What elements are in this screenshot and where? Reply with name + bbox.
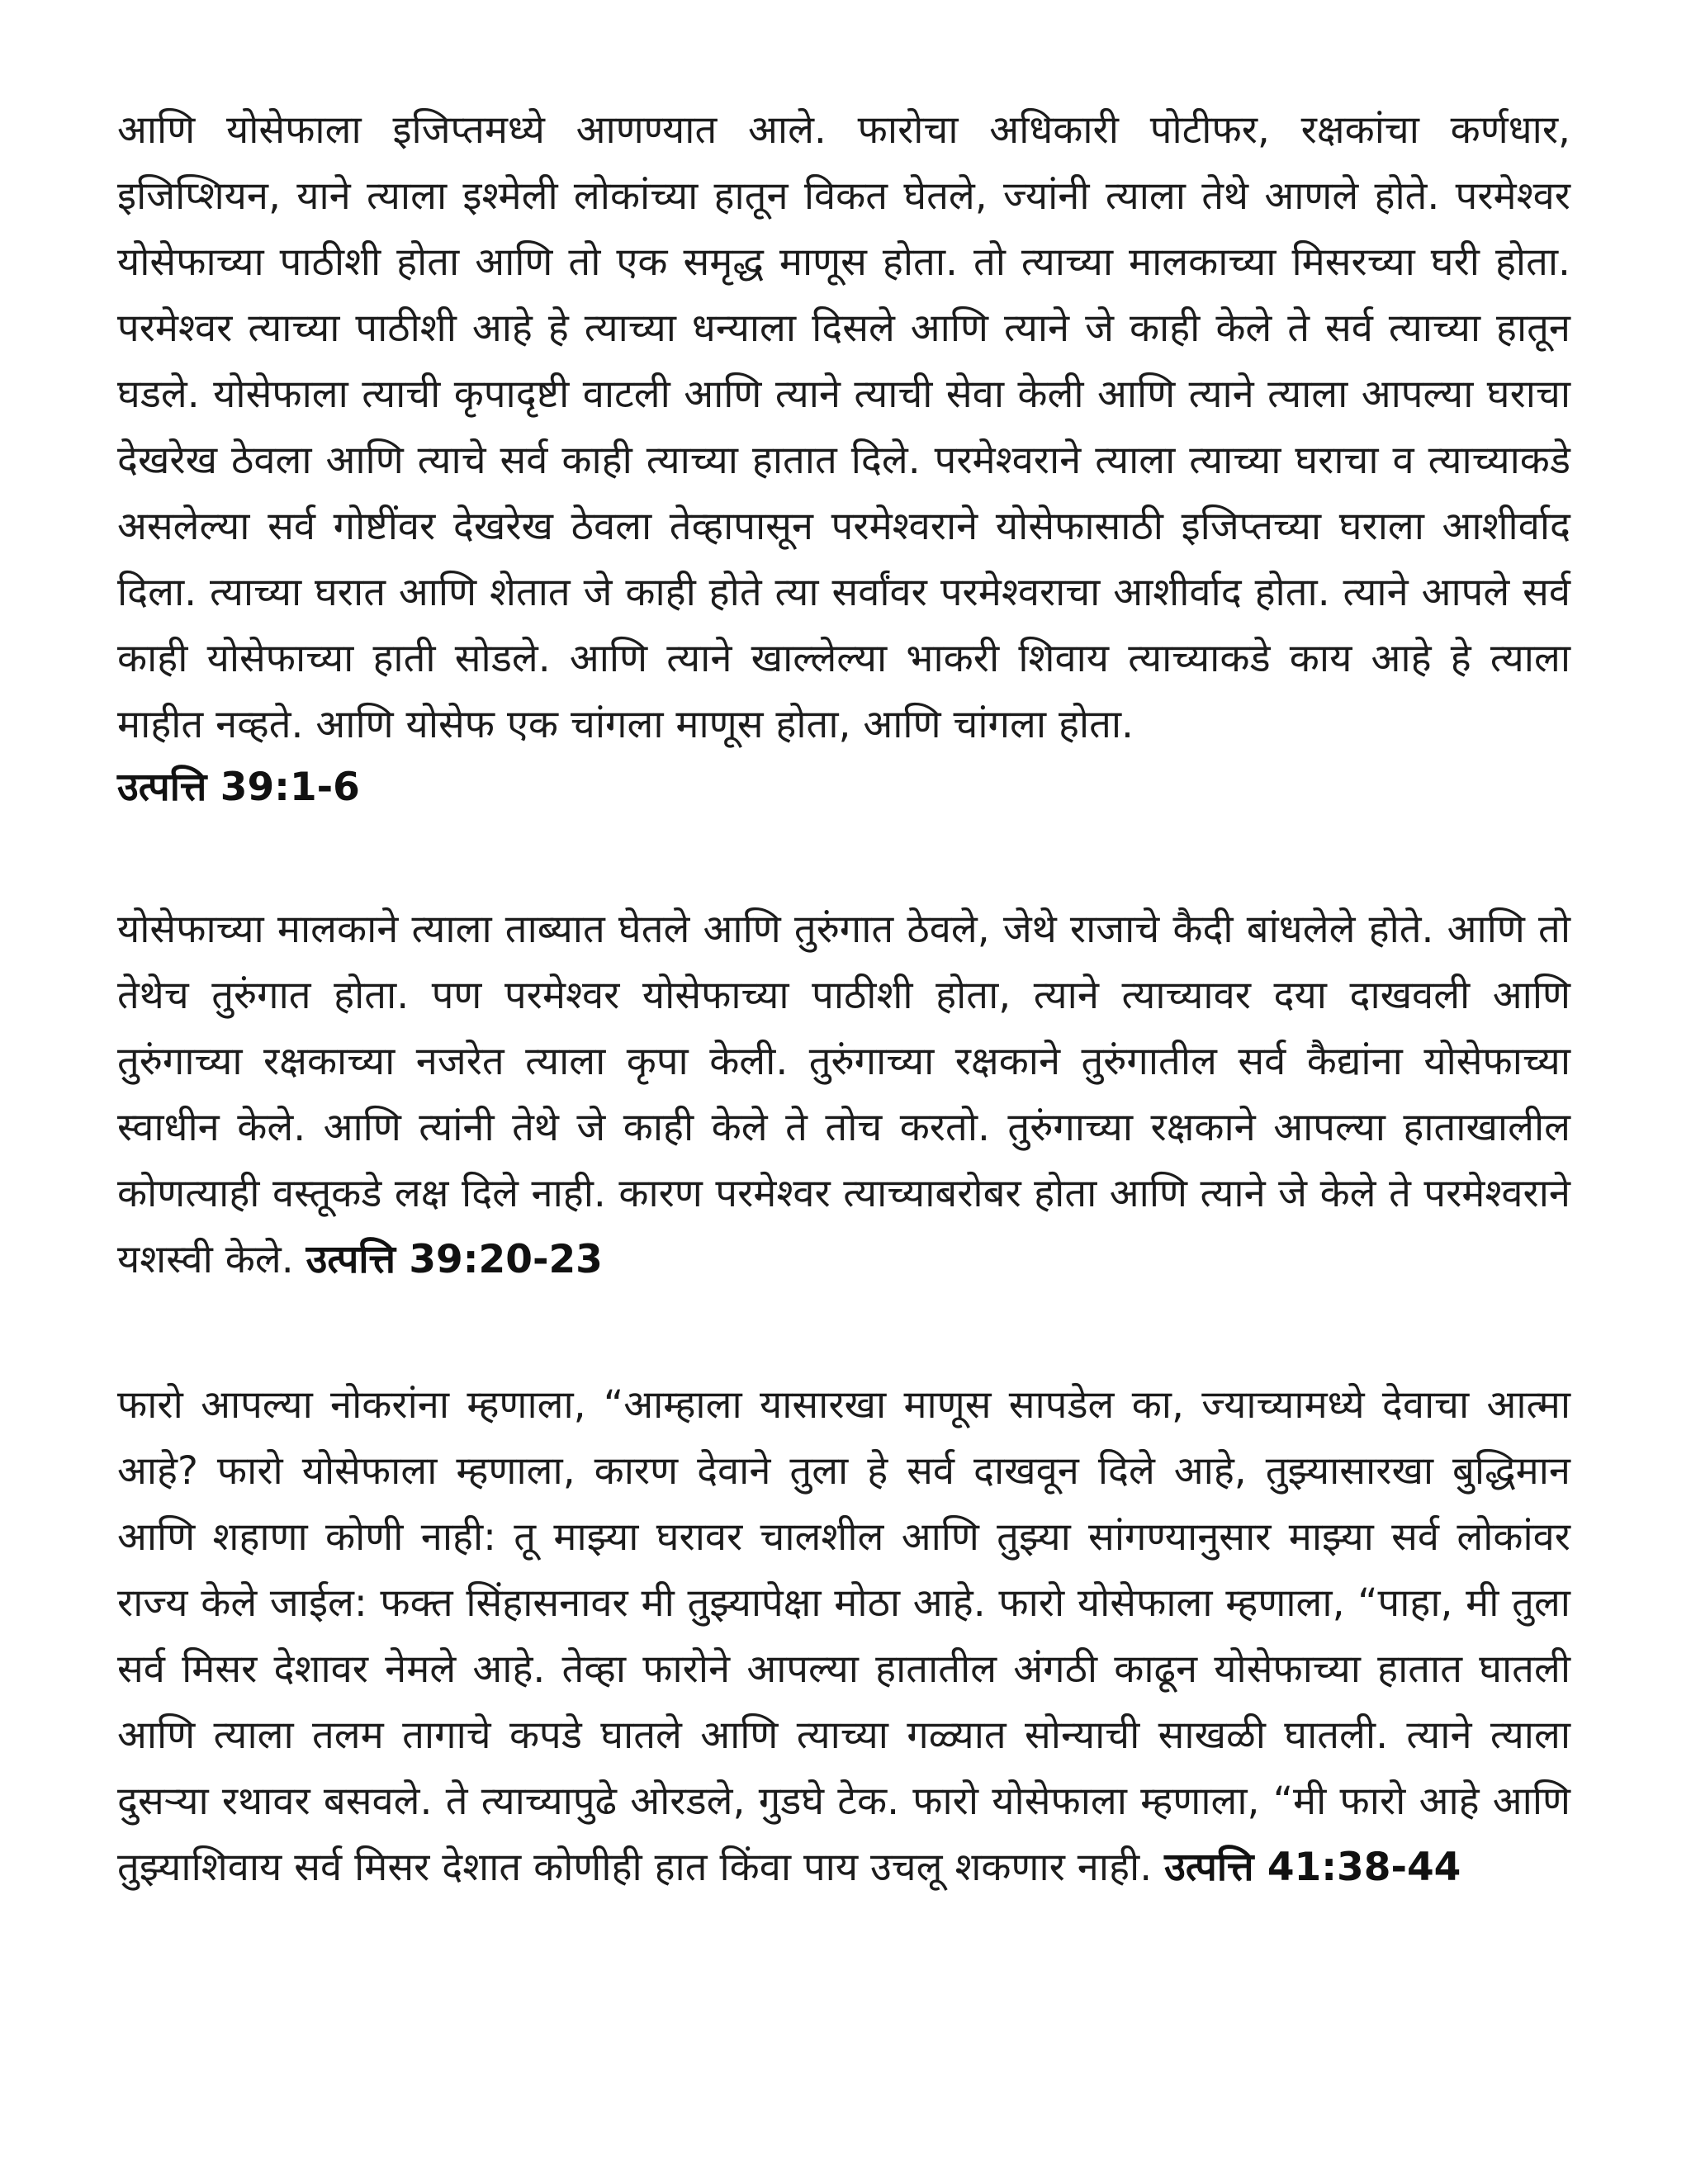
passage-3-reference: उत्पत्ति 41:38-44	[1164, 1845, 1461, 1890]
passage-2-body: योसेफाच्या मालकाने त्याला ताब्यात घेतले आणि तुरुंगात ठेवले, जेथे राजाचे कैदी बांधलेले होते. आणि तो तेथेच तुरुंगात होता. पण परमेश्वर योसेफाच्या पाठीशी होता, त्याने त्याच्यावर दया दाखवली आणि तुरुंगाच्या रक्षकाच्या नजरेत त्याला कृपा केली. तुरुंगाच्या रक्षकाने तुरुंगातील सर्व कैद्यांना योसेफाच्या स्वाधीन केले. आणि त्यांनी तेथे जे काही केले ते तोच करतो. तुरुंगाच्या रक्षकाने आपल्या हाताखालील कोणत्याही वस्तूकडे लक्ष दिले नाही. कारण परमेश्वर त्याच्याबरोबर होता आणि त्याने जे केले ते परमेश्वराने यशस्वी केले.	[117, 907, 1570, 1282]
paragraph-gap	[117, 1293, 1570, 1372]
passage-1-text	[117, 97, 1570, 817]
passage-1-body: आणि योसेफाला इजिप्तमध्ये आणण्यात आले. फारोचा अधिकारी पोटीफर, रक्षकांचा कर्णधार, इजिप्शियन, याने त्याला इश्मेली लोकांच्या हातून विकत घेतले, ज्यांनी त्याला तेथे आणले होते. परमेश्वर योसेफाच्या पाठीशी होता आणि तो एक समृद्ध माणूस होता. तो त्याच्या मालकाच्या मिसरच्या घरी होता. परमेश्वर त्याच्या पाठीशी आहे हे त्याच्या धन्याला दिसले आणि त्याने जे काही केले ते सर्व त्याच्या हातून घडले. योसेफाला त्याची कृपादृष्टी वाटली आणि त्याने त्याची सेवा केली आणि त्याने त्याला आपल्या घराचा देखरेख ठेवला आणि त्याचे सर्व काही त्याच्या हातात दिले. परमेश्वराने त्याला त्याच्या घराचा व त्याच्याकडे असलेल्या सर्व गोष्टींवर देखरेख ठेवला तेव्हापासून परमेश्वराने योसेफासाठी इजिप्तच्या घराला आशीर्वाद दिला. त्याच्या घरात आणि शेतात जे काही होते त्या सर्वांवर परमेश्वराचा आशीर्वाद होता. त्याने आपले सर्व काही योसेफाच्या हाती सोडले. आणि त्याने खाल्लेल्या भाकरी शिवाय त्याच्याकडे काय आहे हे त्याला माहीत नव्हते. आणि योसेफ एक चांगला माणूस होता, आणि चांगला होता.	[117, 107, 1570, 747]
passage-2-text	[117, 897, 1570, 1293]
passage-1-reference: उत्पत्ति 39:1-6	[117, 765, 360, 810]
passage-3-body: फारो आपल्या नोकरांना म्हणाला, “आम्हाला यासारखा माणूस सापडेल का, ज्याच्यामध्ये देवाचा आत्मा आहे? फारो योसेफाला म्हणाला, कारण देवाने तुला हे सर्व दाखवून दिले आहे, तुझ्यासारखा बुद्धिमान आणि शहाणा कोणी नाही: तू माझ्या घरावर चालशील आणि तुझ्या सांगण्यानुसार माझ्या सर्व लोकांवर राज्य केले जाईल: फक्त सिंहासनावर मी तुझ्यापेक्षा मोठा आहे. फारो योसेफाला म्हणाला, “पाहा, मी तुला सर्व मिसर देशावर नेमले आहे. तेव्हा फारोने आपल्या हातातील अंगठी काढून योसेफाच्या हातात घातली आणि त्याला तलम तागाचे कपडे घातले आणि त्याच्या गळ्यात सोन्याची साखळी घातली. त्याने त्याला दुसऱ्या रथावर बसवले. ते त्याच्यापुढे ओरडले, गुडघे टेक. फारो योसेफाला म्हणाला, “मी फारो आहे आणि तुझ्याशिवाय सर्व मिसर देशात कोणीही हात किंवा पाय उचलू शकणार नाही.	[117, 1382, 1570, 1890]
document-page	[117, 97, 1570, 1901]
passage-3-text	[117, 1372, 1570, 1901]
paragraph-gap	[117, 817, 1570, 897]
passage-2-reference: उत्पत्ति 39:20-23	[306, 1237, 603, 1282]
